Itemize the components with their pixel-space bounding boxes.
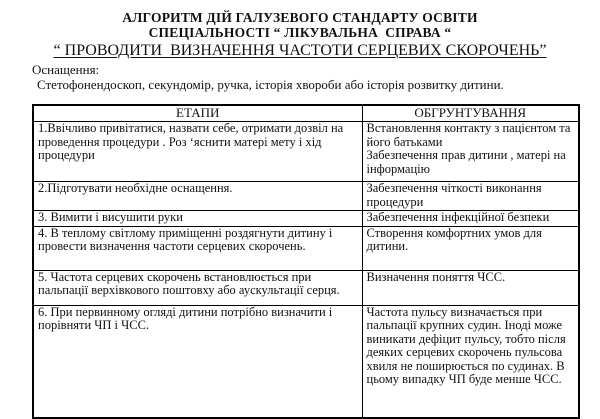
header-row	[33, 105, 579, 122]
stage-cell: 3. Вимити і висушити руки	[33, 211, 362, 227]
rationale-cell	[362, 182, 579, 211]
rationale-paragraph: Забезпечення прав дитини , матері на інформацію	[366, 148, 569, 176]
table-row	[33, 226, 579, 270]
rationale-paragraph: Створення комфортних умов для дитини.	[366, 226, 546, 253]
procedure-table-head	[33, 105, 579, 122]
column-header-stages: ЕТАПИ	[33, 105, 362, 122]
table-row	[33, 270, 579, 305]
rationale-paragraph: Визначення поняття ЧСС.	[366, 270, 506, 284]
rationale-paragraph: Забезпечення інфекційної безпеки	[366, 210, 550, 224]
table-row	[33, 182, 579, 211]
table-row	[33, 211, 579, 227]
rationale-cell	[362, 305, 579, 418]
rationale-paragraph: Встановлення контакту з пацієнтом та його батьками	[366, 121, 574, 149]
stage-cell: 1.Ввічливо привітатися, назвати себе, отримати дозвіл на проведення процедури . Роз ‘яснити матері мету і хід процедури	[33, 122, 362, 182]
underlined-procedure-title: “ ПРОВОДИТИ ВИЗНАЧЕННЯ ЧАСТОТИ СЕРЦЕВИХ СКОРОЧЕНЬ”	[53, 42, 547, 59]
table-row	[33, 122, 579, 182]
title-line-3	[0, 42, 600, 60]
title-line-1: АЛГОРИТМ ДІЙ ГАЛУЗЕВОГО СТАНДАРТУ ОСВІТИ	[122, 10, 478, 25]
equipment-label: Оснащення:	[32, 62, 100, 77]
rationale-cell	[362, 122, 579, 182]
equipment-text: Стетофонендоскоп, секундомір, ручка, історія хвороби або історія розвитку дитини.	[37, 77, 504, 92]
stage-cell: 2.Підготувати необхідне оснащення.	[33, 182, 362, 211]
stage-cell: 6. При первинному огляді дитини потрібно визначити і порівняти ЧП і ЧСС.	[33, 305, 362, 418]
procedure-table-body	[33, 122, 579, 418]
document-header	[0, 0, 600, 60]
stage-cell: 5. Частота серцевих скорочень встановлюється при пальпації верхівкового поштовху або аускультації серця.	[33, 270, 362, 305]
rationale-cell	[362, 270, 579, 305]
stage-cell: 4. В теплому світлому приміщенні роздягнути дитину і провести визначення частоти серцевих скорочень.	[33, 226, 362, 270]
rationale-paragraph: Частота пульсу визначається при пальпації крупних судин. Іноді може виникати дефіцит пульсу, тобто після деяких серцевих скорочень пульсова хвиля не поширюється по судинах. В цьому випадку ЧП буде менше ЧСС.	[366, 305, 569, 386]
rationale-cell	[362, 211, 579, 227]
table-row	[33, 305, 579, 418]
column-header-rationale: ОБГРУНТУВАННЯ	[362, 105, 579, 122]
title-line-2: СПЕЦІАЛЬНОСТІ “ ЛІКУВАЛЬНА СПРАВА “	[148, 24, 452, 40]
rationale-paragraph: Забезпечення чіткості виконання процедури	[366, 181, 545, 209]
procedure-table	[32, 104, 580, 419]
rationale-cell	[362, 226, 579, 270]
